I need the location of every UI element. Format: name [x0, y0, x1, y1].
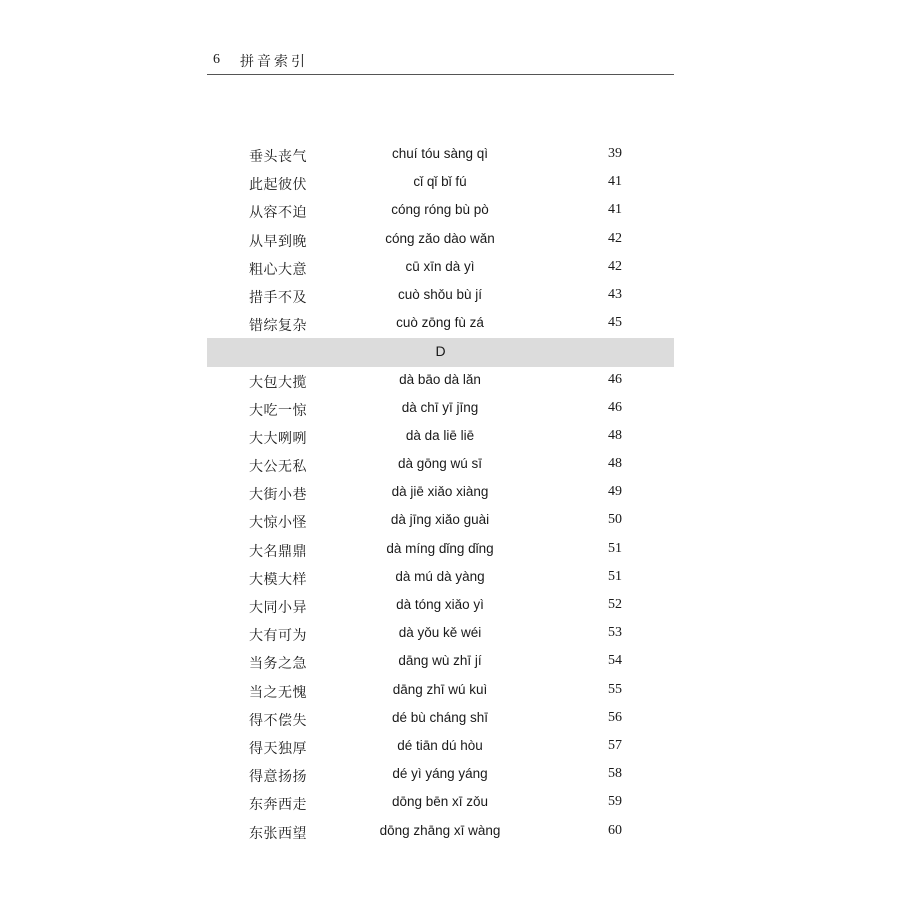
idiom-pinyin: dé yì yáng yáng [392, 766, 488, 782]
index-list [207, 141, 674, 846]
idiom-pinyin: dà jiē xiǎo xiàng [391, 484, 489, 500]
section-header-d [207, 338, 674, 366]
idiom-page-number: 49 [608, 484, 622, 500]
idiom-page-number: 46 [608, 399, 622, 415]
idiom-page-number: 55 [608, 681, 622, 697]
index-entry [207, 789, 674, 817]
idiom-pinyin: dé bù cháng shī [391, 709, 489, 725]
idiom-page-number: 41 [608, 174, 622, 190]
idiom-page-number: 58 [608, 766, 622, 782]
index-entry [207, 536, 674, 564]
idiom-page-number: 45 [608, 315, 622, 331]
index-entry [207, 507, 674, 535]
idiom-hanzi: 当之无愧 [249, 684, 307, 701]
index-entry [207, 367, 674, 395]
index-entry [207, 705, 674, 733]
idiom-pinyin: dé tiān dú hòu [397, 737, 483, 753]
idiom-pinyin: dāng wù zhī jí [398, 653, 482, 669]
index-entry [207, 141, 674, 169]
idiom-page-number: 42 [608, 258, 622, 274]
idiom-page-number: 43 [608, 286, 622, 302]
index-entry [207, 620, 674, 648]
idiom-pinyin: dà jīng xiǎo guài [390, 512, 490, 528]
idiom-hanzi: 当务之急 [249, 656, 307, 673]
idiom-hanzi: 大名鼎鼎 [249, 543, 307, 560]
idiom-page-number: 51 [608, 540, 622, 556]
idiom-page-number: 48 [608, 427, 622, 443]
index-entry [207, 818, 674, 846]
idiom-pinyin: cóng zǎo dào wǎn [385, 230, 495, 246]
idiom-hanzi: 从早到晚 [249, 233, 307, 250]
index-entry [207, 592, 674, 620]
idiom-hanzi: 得意扬扬 [249, 769, 307, 786]
index-entry [207, 733, 674, 761]
index-entry [207, 282, 674, 310]
index-entry [207, 226, 674, 254]
idiom-page-number: 46 [608, 371, 622, 387]
idiom-hanzi: 大公无私 [249, 459, 307, 476]
idiom-hanzi: 错综复杂 [249, 318, 307, 335]
idiom-hanzi: 从容不迫 [249, 205, 307, 222]
idiom-hanzi: 得天独厚 [249, 740, 307, 757]
idiom-pinyin: dà chī yī jīng [401, 399, 479, 415]
index-entry [207, 254, 674, 282]
idiom-pinyin: cǐ qǐ bǐ fú [413, 174, 467, 190]
idiom-hanzi: 东张西望 [249, 825, 307, 842]
page-header [207, 50, 674, 75]
index-entry [207, 197, 674, 225]
index-entry [207, 451, 674, 479]
idiom-hanzi: 得不偿失 [249, 712, 307, 729]
idiom-hanzi: 此起彼伏 [249, 177, 307, 194]
running-title: 拼音索引 [240, 54, 308, 70]
idiom-hanzi: 大同小异 [249, 600, 307, 616]
idiom-page-number: 41 [608, 202, 622, 218]
idiom-pinyin: cóng róng bù pò [391, 202, 489, 218]
idiom-page-number: 54 [608, 653, 622, 669]
idiom-pinyin: dà míng dǐng dǐng [386, 540, 494, 556]
idiom-page-number: 50 [608, 512, 622, 528]
idiom-page-number: 59 [608, 794, 622, 810]
idiom-hanzi: 措手不及 [249, 289, 307, 306]
idiom-pinyin: cū xīn dà yì [405, 258, 475, 274]
idiom-pinyin: dōng bēn xī zǒu [391, 794, 489, 810]
idiom-pinyin: dà tóng xiǎo yì [396, 597, 484, 612]
idiom-pinyin: dà yǒu kě wéi [398, 625, 482, 641]
idiom-pinyin: chuí tóu sàng qì [391, 146, 489, 161]
idiom-pinyin: dà bāo dà lǎn [399, 371, 481, 387]
idiom-hanzi: 大包大揽 [249, 374, 307, 391]
index-entry [207, 761, 674, 789]
idiom-hanzi: 大大咧咧 [249, 430, 307, 447]
idiom-hanzi: 粗心大意 [249, 261, 307, 278]
idiom-page-number: 51 [608, 568, 622, 584]
idiom-pinyin: dōng zhāng xī wàng [379, 822, 501, 838]
idiom-pinyin: cuò zōng fù zá [396, 315, 484, 331]
section-letter: D [435, 343, 446, 360]
idiom-pinyin: dāng zhī wú kuì [392, 681, 488, 697]
idiom-hanzi: 大模大样 [249, 571, 307, 588]
idiom-page-number: 60 [608, 822, 622, 838]
idiom-pinyin: dà mú dà yàng [395, 568, 485, 584]
idiom-hanzi: 东奔西走 [249, 797, 307, 814]
idiom-page-number: 42 [608, 230, 622, 246]
idiom-page-number: 57 [608, 737, 622, 753]
idiom-hanzi: 大有可为 [249, 628, 307, 645]
index-entry [207, 479, 674, 507]
idiom-hanzi: 垂头丧气 [249, 149, 307, 165]
index-entry [207, 395, 674, 423]
idiom-hanzi: 大街小巷 [249, 487, 307, 504]
idiom-page-number: 56 [608, 709, 622, 725]
index-entry [207, 564, 674, 592]
idiom-hanzi: 大惊小怪 [249, 515, 307, 532]
idiom-pinyin: dà da liē liē [405, 427, 475, 443]
index-entry [207, 310, 674, 338]
idiom-hanzi: 大吃一惊 [249, 402, 307, 419]
idiom-page-number: 48 [608, 456, 622, 472]
idiom-pinyin: dà gōng wú sī [397, 456, 483, 472]
idiom-page-number: 53 [608, 625, 622, 641]
idiom-page-number: 52 [608, 597, 622, 612]
index-entry [207, 169, 674, 197]
idiom-pinyin: cuò shǒu bù jí [397, 286, 483, 302]
index-entry [207, 677, 674, 705]
index-entry [207, 423, 674, 451]
page-number: 6 [213, 52, 220, 67]
index-entry [207, 648, 674, 676]
idiom-page-number: 39 [608, 146, 622, 161]
